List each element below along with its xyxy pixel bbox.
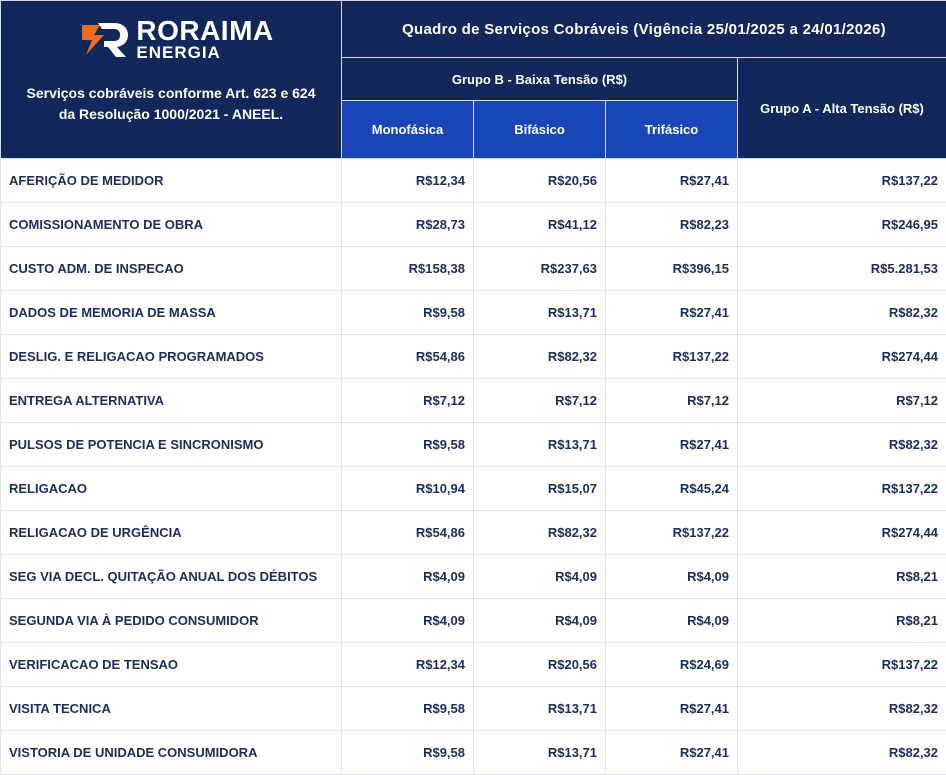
table-row xyxy=(1,599,946,643)
value-alta-tensao: R$274,44 xyxy=(738,335,946,379)
value-monofasica: R$9,58 xyxy=(342,423,474,467)
value-alta-tensao: R$137,22 xyxy=(738,643,946,687)
service-name: PULSOS DE POTENCIA E SINCRONISMO xyxy=(1,423,342,467)
table-row xyxy=(1,247,946,291)
service-name: ENTREGA ALTERNATIVA xyxy=(1,379,342,423)
value-bifasico: R$13,71 xyxy=(474,423,606,467)
value-trifasico: R$82,23 xyxy=(606,203,738,247)
value-bifasico: R$13,71 xyxy=(474,687,606,731)
value-trifasico: R$4,09 xyxy=(606,599,738,643)
value-trifasico: R$27,41 xyxy=(606,423,738,467)
service-name: AFERIÇÃO DE MEDIDOR xyxy=(1,159,342,203)
value-alta-tensao: R$8,21 xyxy=(738,599,946,643)
value-bifasico: R$13,71 xyxy=(474,291,606,335)
value-alta-tensao: R$137,22 xyxy=(738,467,946,511)
value-alta-tensao: R$7,12 xyxy=(738,379,946,423)
value-alta-tensao: R$5.281,53 xyxy=(738,247,946,291)
table-row xyxy=(1,555,946,599)
value-trifasico: R$27,41 xyxy=(606,291,738,335)
service-name: RELIGACAO xyxy=(1,467,342,511)
col-trifasico: Trifásico xyxy=(606,101,738,159)
value-alta-tensao: R$8,21 xyxy=(738,555,946,599)
value-trifasico: R$45,24 xyxy=(606,467,738,511)
table-body xyxy=(1,159,946,775)
value-alta-tensao: R$82,32 xyxy=(738,687,946,731)
value-bifasico: R$7,12 xyxy=(474,379,606,423)
value-bifasico: R$237,63 xyxy=(474,247,606,291)
value-monofasica: R$10,94 xyxy=(342,467,474,511)
value-trifasico: R$27,41 xyxy=(606,731,738,775)
value-alta-tensao: R$82,32 xyxy=(738,731,946,775)
table-row xyxy=(1,423,946,467)
value-monofasica: R$4,09 xyxy=(342,555,474,599)
value-bifasico: R$82,32 xyxy=(474,511,606,555)
value-bifasico: R$20,56 xyxy=(474,643,606,687)
value-bifasico: R$4,09 xyxy=(474,599,606,643)
value-trifasico: R$396,15 xyxy=(606,247,738,291)
value-alta-tensao: R$274,44 xyxy=(738,511,946,555)
group-b-header: Grupo B - Baixa Tensão (R$) xyxy=(342,58,738,101)
value-trifasico: R$7,12 xyxy=(606,379,738,423)
brand-name: RORAIMA xyxy=(136,17,273,45)
col-monofasica: Monofásica xyxy=(342,101,474,159)
value-monofasica: R$9,58 xyxy=(342,687,474,731)
value-trifasico: R$4,09 xyxy=(606,555,738,599)
table-row xyxy=(1,687,946,731)
value-alta-tensao: R$137,22 xyxy=(738,159,946,203)
value-alta-tensao: R$246,95 xyxy=(738,203,946,247)
value-bifasico: R$20,56 xyxy=(474,159,606,203)
table-header xyxy=(1,1,946,159)
service-name: COMISSIONAMENTO DE OBRA xyxy=(1,203,342,247)
service-name: DADOS DE MEMORIA DE MASSA xyxy=(1,291,342,335)
brand-note: Serviços cobráveis conforme Art. 623 e 624 da Resolução 1000/2021 - ANEEL. xyxy=(11,83,331,125)
service-name: DESLIG. E RELIGACAO PROGRAMADOS xyxy=(1,335,342,379)
value-monofasica: R$54,86 xyxy=(342,511,474,555)
value-monofasica: R$12,34 xyxy=(342,159,474,203)
table-row xyxy=(1,203,946,247)
table-row xyxy=(1,291,946,335)
value-trifasico: R$24,69 xyxy=(606,643,738,687)
value-bifasico: R$15,07 xyxy=(474,467,606,511)
group-a-header: Grupo A - Alta Tensão (R$) xyxy=(738,58,946,159)
logo xyxy=(23,17,331,61)
value-bifasico: R$13,71 xyxy=(474,731,606,775)
value-monofasica: R$12,34 xyxy=(342,643,474,687)
brand-cell xyxy=(1,1,342,159)
value-monofasica: R$4,09 xyxy=(342,599,474,643)
table-row xyxy=(1,731,946,775)
value-alta-tensao: R$82,32 xyxy=(738,423,946,467)
table-row xyxy=(1,335,946,379)
value-monofasica: R$7,12 xyxy=(342,379,474,423)
table-title: Quadro de Serviços Cobráveis (Vigência 25/01/2025 a 24/01/2026) xyxy=(342,1,946,58)
value-bifasico: R$41,12 xyxy=(474,203,606,247)
col-bifasico: Bifásico xyxy=(474,101,606,159)
brand-subname: ENERGIA xyxy=(136,44,220,61)
service-name: CUSTO ADM. DE INSPECAO xyxy=(1,247,342,291)
service-name: SEG VIA DECL. QUITAÇÃO ANUAL DOS DÉBITOS xyxy=(1,555,342,599)
value-monofasica: R$158,38 xyxy=(342,247,474,291)
value-trifasico: R$27,41 xyxy=(606,159,738,203)
value-alta-tensao: R$82,32 xyxy=(738,291,946,335)
value-trifasico: R$137,22 xyxy=(606,511,738,555)
roraima-energia-logo-icon xyxy=(80,19,130,59)
service-name: VERIFICACAO DE TENSAO xyxy=(1,643,342,687)
table-row xyxy=(1,511,946,555)
value-monofasica: R$9,58 xyxy=(342,291,474,335)
table-row xyxy=(1,159,946,203)
value-monofasica: R$54,86 xyxy=(342,335,474,379)
table-row xyxy=(1,379,946,423)
value-trifasico: R$27,41 xyxy=(606,687,738,731)
service-name: RELIGACAO DE URGÊNCIA xyxy=(1,511,342,555)
service-name: VISITA TECNICA xyxy=(1,687,342,731)
value-bifasico: R$82,32 xyxy=(474,335,606,379)
service-name: SEGUNDA VIA À PEDIDO CONSUMIDOR xyxy=(1,599,342,643)
value-trifasico: R$137,22 xyxy=(606,335,738,379)
table-row xyxy=(1,643,946,687)
value-monofasica: R$28,73 xyxy=(342,203,474,247)
value-monofasica: R$9,58 xyxy=(342,731,474,775)
table-row xyxy=(1,467,946,511)
service-name: VISTORIA DE UNIDADE CONSUMIDORA xyxy=(1,731,342,775)
value-bifasico: R$4,09 xyxy=(474,555,606,599)
